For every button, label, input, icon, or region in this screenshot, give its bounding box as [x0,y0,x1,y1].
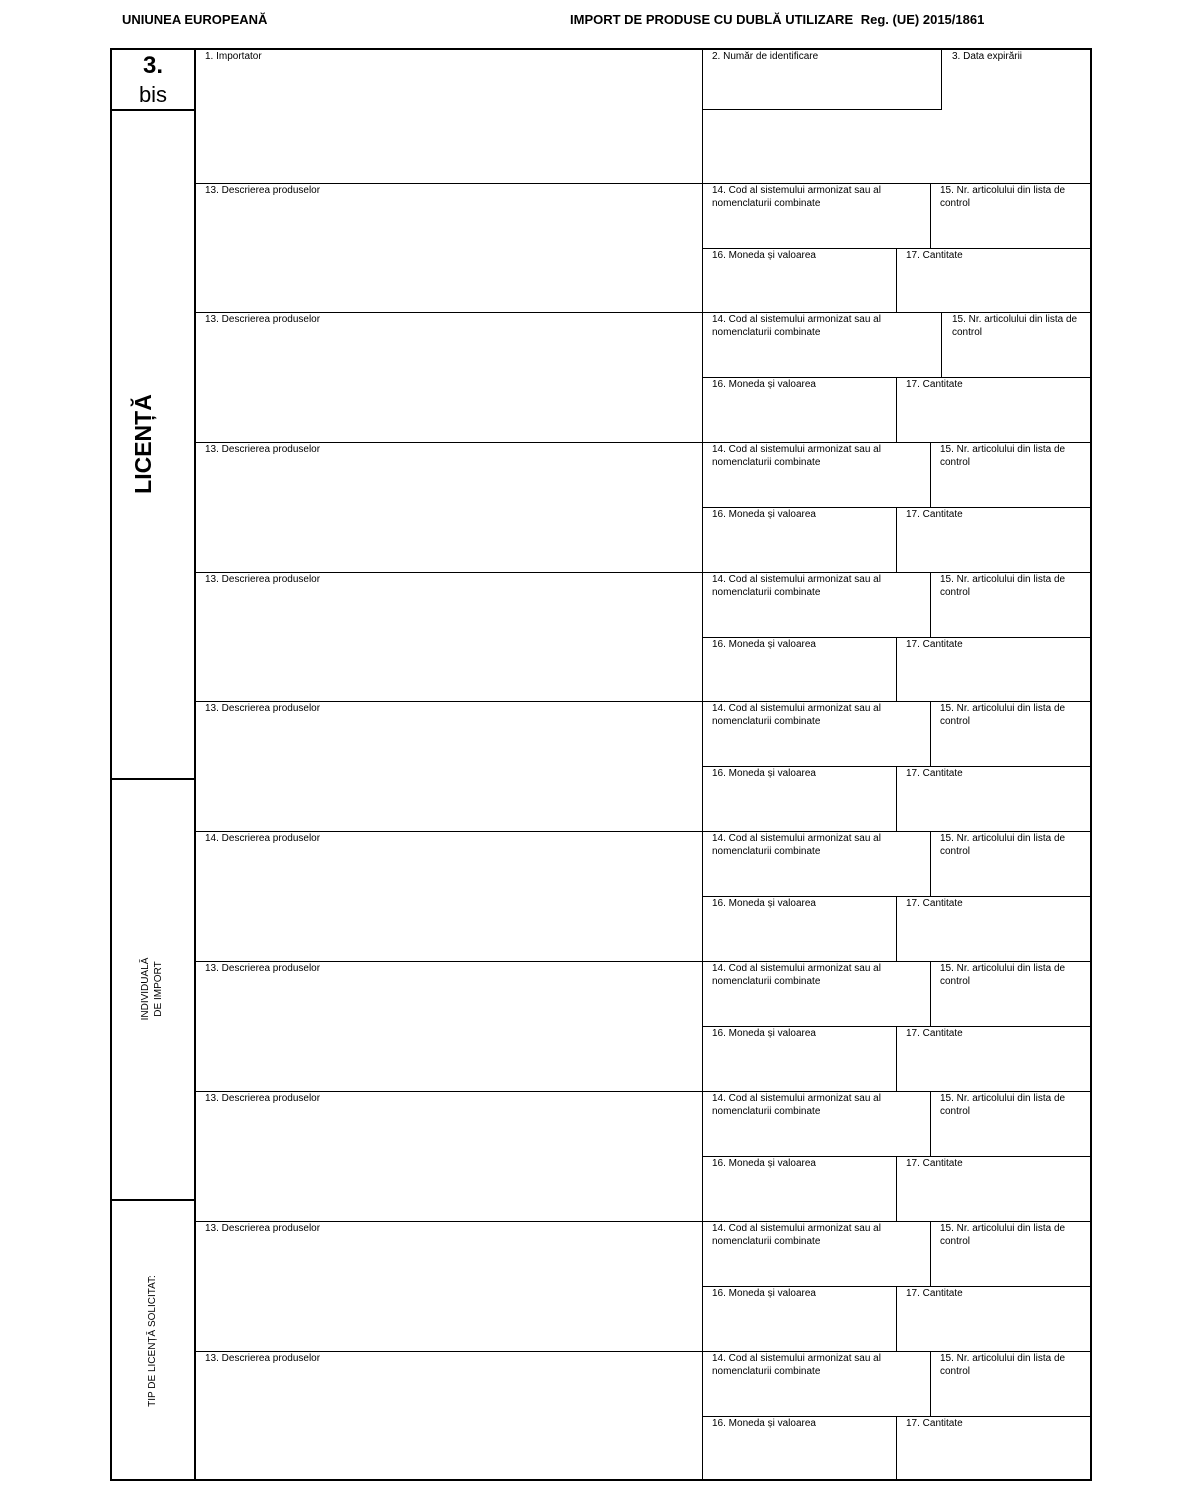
value-quantity-divider [896,766,897,831]
sidebar-rule-2 [110,778,196,780]
value-quantity-divider [896,637,897,702]
hs-code-label: 14. Cod al sistemului armonizat sau al nomenclaturii combinate [712,703,881,727]
currency-value-label: 16. Moneda și valoarea [712,639,816,650]
quantity-label: 17. Cantitate [906,250,963,261]
value-quantity-divider [896,896,897,961]
id-number-bottom [702,109,942,110]
licence-type-requested: TIP DE LICENȚĂ SOLICITAT: [147,1275,158,1407]
control-list-label: 15. Nr. articolului din lista de control [940,574,1066,598]
hs-control-divider [930,1221,931,1286]
header-title-text: IMPORT DE PRODUSE CU DUBLĂ UTILIZARE [570,12,854,27]
importer-divider [702,48,703,1481]
currency-value-label: 16. Moneda și valoarea [712,379,816,390]
control-list-label: 15. Nr. articolului din lista de control [940,963,1066,987]
form-frame [110,48,1092,1481]
hs-code-label: 14. Cod al sistemului armonizat sau al nomenclaturii combinate [712,1223,881,1247]
sidebar-rule-1 [110,109,196,111]
quantity-label: 17. Cantitate [906,379,963,390]
importer-label: 1. Importator [205,51,262,62]
control-list-label: 15. Nr. articolului din lista de control [940,1223,1066,1247]
description-label: 13. Descrierea produselor [205,444,321,455]
currency-value-label: 16. Moneda și valoarea [712,1028,816,1039]
currency-value-label: 16. Moneda și valoarea [712,1418,816,1429]
hs-code-label: 14. Cod al sistemului armonizat sau al nomenclaturii combinate [712,963,881,987]
licence-subtitle [139,944,167,1034]
currency-value-label: 16. Moneda și valoarea [712,250,816,261]
control-list-label: 15. Nr. articolului din lista de control [940,1353,1066,1377]
description-label: 13. Descrierea produselor [205,574,321,585]
hs-control-divider [930,572,931,637]
description-label: 13. Descrierea produselor [205,1223,321,1234]
sidebar-divider [194,48,196,1481]
hs-code-label: 14. Cod al sistemului armonizat sau al nomenclaturii combinate [712,185,881,209]
hs-control-divider [930,831,931,896]
description-label: 13. Descrierea produselor [205,314,321,325]
header-title [570,12,984,27]
value-quantity-divider [896,248,897,313]
hs-control-divider [930,1091,931,1156]
description-label: 14. Descrierea produselor [205,833,321,844]
quantity-label: 17. Cantitate [906,1028,963,1039]
value-quantity-divider [896,377,897,442]
hs-control-divider [930,442,931,507]
currency-value-label: 16. Moneda și valoarea [712,1288,816,1299]
quantity-label: 17. Cantitate [906,898,963,909]
control-list-label: 15. Nr. articolului din lista de control [940,1093,1066,1117]
currency-value-label: 16. Moneda și valoarea [712,898,816,909]
hs-code-label: 14. Cod al sistemului armonizat sau al nomenclaturii combinate [712,314,881,338]
control-list-label: 15. Nr. articolului din lista de control [940,703,1066,727]
currency-value-label: 16. Moneda și valoarea [712,509,816,520]
id-expiry-divider [941,48,942,110]
control-list-label: 15. Nr. articolului din lista de control [940,185,1066,209]
expiry-date-label: 3. Data expirării [952,51,1023,62]
hs-code-label: 14. Cod al sistemului armonizat sau al nomenclaturii combinate [712,574,881,598]
quantity-label: 17. Cantitate [906,509,963,520]
description-label: 13. Descrierea produselor [205,1093,321,1104]
value-quantity-divider [896,507,897,572]
quantity-label: 17. Cantitate [906,639,963,650]
sidebar-rule-3 [110,1199,196,1201]
header-regulation: Reg. (UE) 2015/1861 [860,12,985,27]
value-quantity-divider [896,1026,897,1091]
licence-subtitle-line2: DE IMPORT [153,961,164,1017]
description-label: 13. Descrierea produselor [205,703,321,714]
form-number: 3. [142,52,163,79]
quantity-label: 17. Cantitate [906,768,963,779]
licence-title: LICENȚĂ [130,394,156,494]
description-label: 13. Descrierea produselor [205,963,321,974]
quantity-label: 17. Cantitate [906,1418,963,1429]
quantity-label: 17. Cantitate [906,1158,963,1169]
currency-value-label: 16. Moneda și valoarea [712,1158,816,1169]
form-suffix: bis [138,82,168,107]
currency-value-label: 16. Moneda și valoarea [712,768,816,779]
hs-code-label: 14. Cod al sistemului armonizat sau al nomenclaturii combinate [712,444,881,468]
hs-control-divider [930,961,931,1026]
description-label: 13. Descrierea produselor [205,185,321,196]
hs-code-label: 14. Cod al sistemului armonizat sau al nomenclaturii combinate [712,1353,881,1377]
control-list-label: 15. Nr. articolului din lista de control [952,314,1078,338]
id-number-label: 2. Număr de identificare [712,51,819,62]
hs-control-divider [930,1351,931,1416]
licence-subtitle-line1: INDIVIDUALĂ [140,957,151,1021]
value-quantity-divider [896,1156,897,1221]
value-quantity-divider [896,1416,897,1481]
quantity-label: 17. Cantitate [906,1288,963,1299]
description-label: 13. Descrierea produselor [205,1353,321,1364]
hs-control-divider [941,312,942,377]
control-list-label: 15. Nr. articolului din lista de control [940,833,1066,857]
hs-control-divider [930,183,931,248]
hs-code-label: 14. Cod al sistemului armonizat sau al nomenclaturii combinate [712,1093,881,1117]
hs-code-label: 14. Cod al sistemului armonizat sau al nomenclaturii combinate [712,833,881,857]
control-list-label: 15. Nr. articolului din lista de control [940,444,1066,468]
hs-control-divider [930,701,931,766]
header-union: UNIUNEA EUROPEANĂ [122,12,268,27]
value-quantity-divider [896,1286,897,1351]
